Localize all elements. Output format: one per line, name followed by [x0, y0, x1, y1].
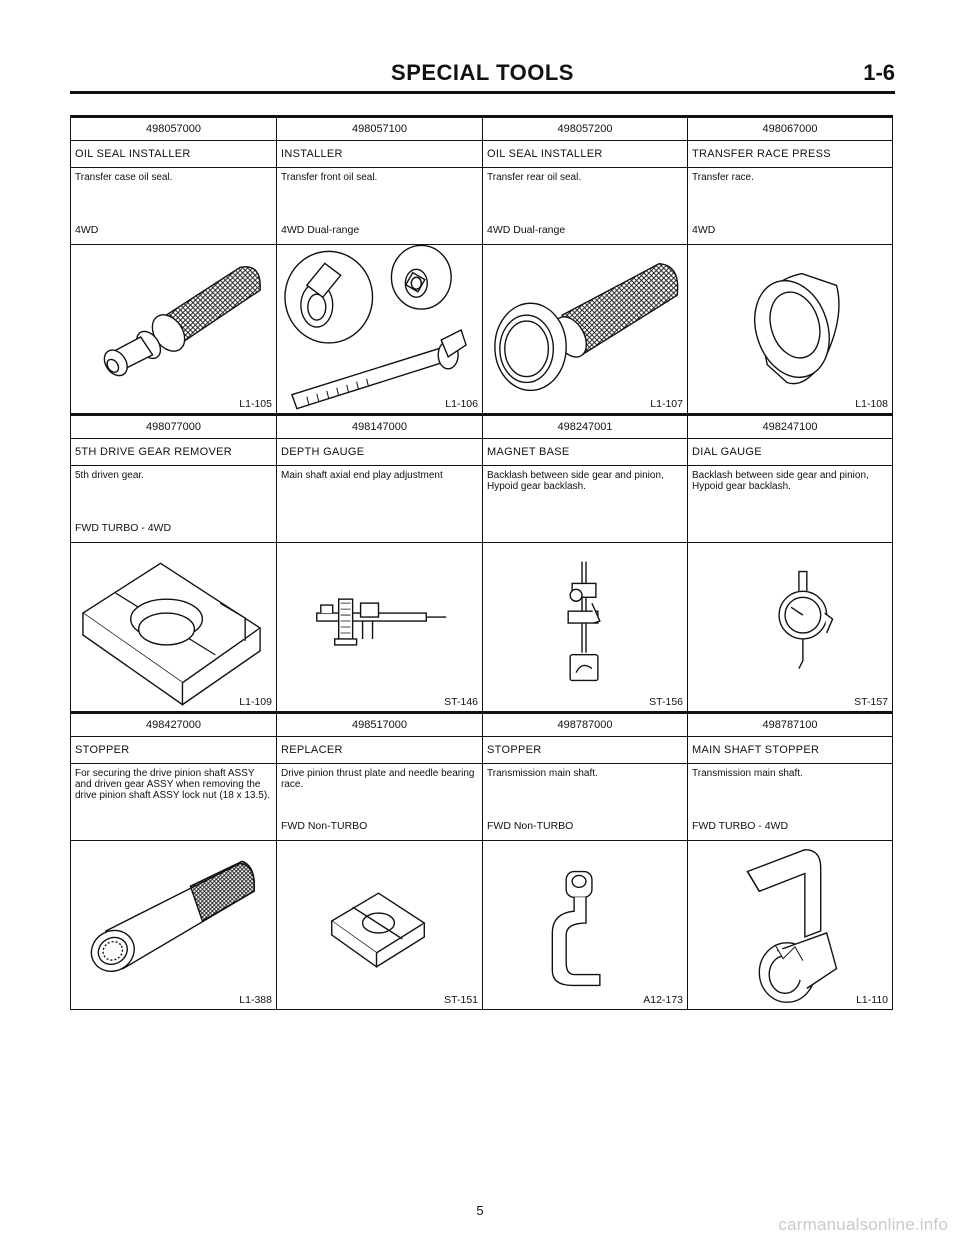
part-number: 498787000	[483, 713, 688, 737]
tool-description: Backlash between side gear and pinion, Hypoid gear backlash.	[487, 470, 664, 492]
part-number: 498247100	[688, 415, 893, 439]
figure-reference: ST-146	[444, 696, 478, 708]
tool-name: MAIN SHAFT STOPPER	[688, 737, 893, 764]
tool-illustration-cell	[688, 245, 893, 415]
depth-gauge-icon	[277, 543, 482, 711]
gear-remover-plate-icon	[71, 543, 276, 711]
tool-usage-cell	[71, 764, 277, 841]
tool-application: 4WD Dual-range	[487, 224, 566, 236]
tool-name-row	[71, 439, 893, 466]
tool-application: FWD TURBO - 4WD	[692, 820, 789, 832]
figure-reference: ST-156	[649, 696, 683, 708]
tool-illustration-cell	[483, 841, 688, 1010]
tool-description: 5th driven gear.	[75, 470, 144, 481]
part-number: 498147000	[277, 415, 483, 439]
rear-oil-seal-installer-icon	[483, 245, 687, 413]
figure-reference: L1-106	[445, 398, 478, 410]
tool-description: Transfer rear oil seal.	[487, 172, 582, 183]
part-number: 498077000	[71, 415, 277, 439]
figure-reference: ST-157	[854, 696, 888, 708]
tool-usage-cell	[277, 764, 483, 841]
special-tools-table	[70, 115, 893, 1010]
tool-application: 4WD	[692, 224, 716, 236]
tool-description: Main shaft axial end play adjustment	[281, 470, 443, 481]
tool-image-row	[71, 543, 893, 713]
part-number: 498057100	[277, 117, 483, 141]
tool-name: REPLACER	[277, 737, 483, 764]
tool-usage-cell	[688, 466, 893, 543]
tool-usage-cell	[71, 168, 277, 245]
part-number: 498517000	[277, 713, 483, 737]
figure-reference: L1-109	[239, 696, 272, 708]
shaft-stopper-icon	[483, 841, 687, 1009]
tool-illustration-cell	[483, 245, 688, 415]
part-number: 498057000	[71, 117, 277, 141]
tool-name: DEPTH GAUGE	[277, 439, 483, 466]
tool-description: Transmission main shaft.	[487, 768, 598, 779]
tool-image-row	[71, 841, 893, 1010]
tool-usage-cell	[277, 466, 483, 543]
tool-usage-cell	[483, 466, 688, 543]
tool-name-row	[71, 141, 893, 168]
main-shaft-stopper-icon	[688, 841, 892, 1009]
figure-reference: L1-108	[855, 398, 888, 410]
tool-description: Transmission main shaft.	[692, 768, 803, 779]
tool-description-row	[71, 764, 893, 841]
figure-reference: ST-151	[444, 994, 478, 1006]
tool-application: FWD Non-TURBO	[281, 820, 368, 832]
replacer-plate-icon	[277, 841, 482, 1009]
tool-name: DIAL GAUGE	[688, 439, 893, 466]
tool-usage-cell	[71, 466, 277, 543]
watermark: carmanualsonline.info	[778, 1215, 948, 1234]
tool-illustration-cell	[71, 245, 277, 415]
part-number: 498787100	[688, 713, 893, 737]
magnet-base-icon	[483, 543, 687, 711]
part-number-row	[71, 117, 893, 141]
figure-reference: L1-388	[239, 994, 272, 1006]
header-rule	[70, 91, 895, 94]
part-number: 498427000	[71, 713, 277, 737]
tool-description: Transfer front oil seal.	[281, 172, 378, 183]
tool-name: 5TH DRIVE GEAR REMOVER	[71, 439, 277, 466]
tool-description-row	[71, 168, 893, 245]
oil-seal-installer-icon	[71, 245, 276, 413]
tool-description: Transfer case oil seal.	[75, 172, 173, 183]
page-footer-number: 5	[476, 1203, 484, 1218]
tool-name-row	[71, 737, 893, 764]
part-number: 498057200	[483, 117, 688, 141]
tool-illustration-cell	[688, 543, 893, 713]
tool-name: TRANSFER RACE PRESS	[688, 141, 893, 168]
part-number: 498067000	[688, 117, 893, 141]
tool-illustration-cell	[71, 543, 277, 713]
dial-gauge-icon	[688, 543, 892, 711]
tool-usage-cell	[483, 168, 688, 245]
tool-name: OIL SEAL INSTALLER	[71, 141, 277, 168]
figure-reference: L1-107	[650, 398, 683, 410]
tool-usage-cell	[688, 168, 893, 245]
tool-illustration-cell	[277, 841, 483, 1010]
tool-image-row	[71, 245, 893, 415]
part-number-row	[71, 415, 893, 439]
tool-application: FWD TURBO - 4WD	[75, 522, 172, 534]
race-press-icon	[688, 245, 892, 413]
tool-name: MAGNET BASE	[483, 439, 688, 466]
figure-reference: A12-173	[643, 994, 683, 1006]
tool-name: INSTALLER	[277, 141, 483, 168]
tool-application: 4WD	[75, 224, 99, 236]
tool-illustration-cell	[688, 841, 893, 1010]
figure-reference: L1-110	[856, 994, 888, 1006]
tool-description: Drive pinion thrust plate and needle bearing race.	[281, 768, 475, 790]
tool-description: Transfer race.	[692, 172, 754, 183]
tool-application: 4WD Dual-range	[281, 224, 360, 236]
page-header	[70, 60, 895, 92]
tool-usage-cell	[483, 764, 688, 841]
tool-illustration-cell	[71, 841, 277, 1010]
figure-reference: L1-105	[239, 398, 272, 410]
page-number: 1-6	[863, 60, 895, 85]
stopper-socket-icon	[71, 841, 276, 1009]
tool-usage-cell	[688, 764, 893, 841]
part-number: 498247001	[483, 415, 688, 439]
tool-illustration-cell	[483, 543, 688, 713]
tool-illustration-cell	[277, 245, 483, 415]
tool-name: STOPPER	[483, 737, 688, 764]
tool-description-row	[71, 466, 893, 543]
tool-application: FWD Non-TURBO	[487, 820, 574, 832]
installer-icon	[277, 245, 482, 413]
tool-description: Backlash between side gear and pinion, Hypoid gear backlash.	[692, 470, 869, 492]
page-title: SPECIAL TOOLS	[391, 60, 574, 85]
tool-usage-cell	[277, 168, 483, 245]
tool-name: OIL SEAL INSTALLER	[483, 141, 688, 168]
tool-description: For securing the drive pinion shaft ASSY and driven gear ASSY when removing the drive pinion shaft ASSY lock nut (18 x 13.5).	[75, 768, 270, 801]
tool-illustration-cell	[277, 543, 483, 713]
part-number-row	[71, 713, 893, 737]
tool-name: STOPPER	[71, 737, 277, 764]
